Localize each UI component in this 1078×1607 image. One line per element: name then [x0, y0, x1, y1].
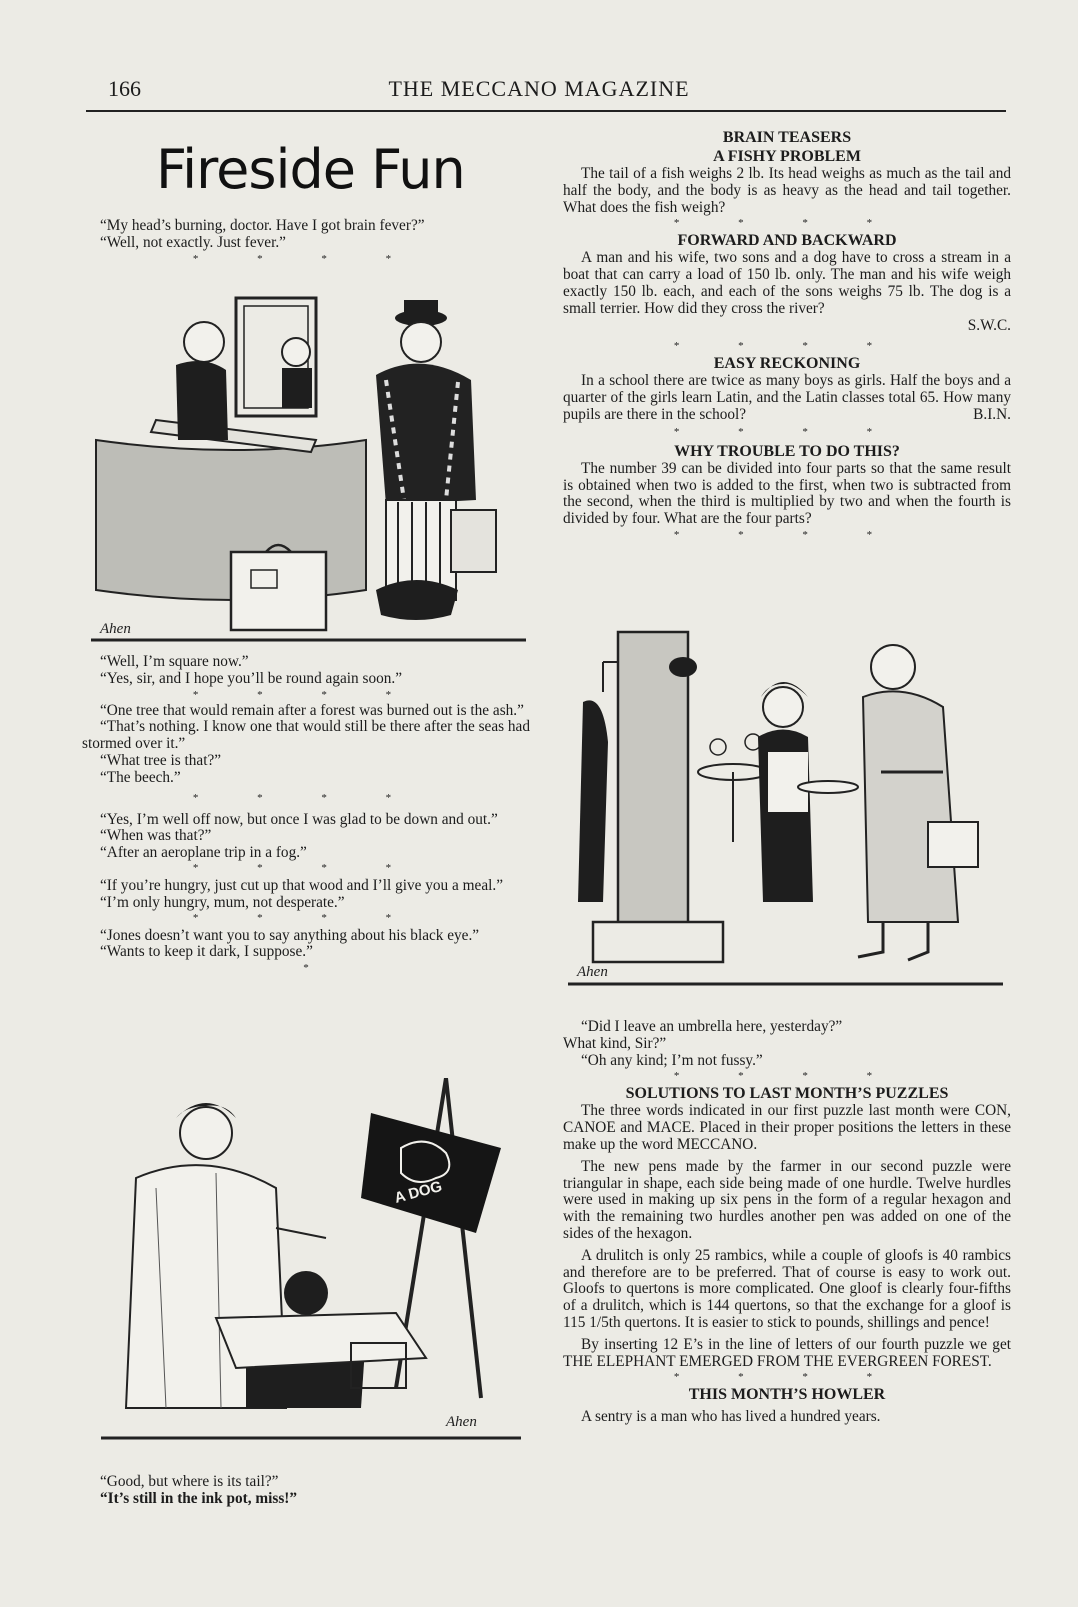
howler-heading: THIS MONTH’S HOWLER — [688, 1386, 886, 1404]
joke-line: “Wants to keep it dark, I suppose.” — [100, 943, 313, 961]
caption-line: “Yes, sir, and I hope you’ll be round again soon.” — [100, 669, 403, 687]
cartoon-hotel-desk — [86, 290, 530, 668]
puzzle-text: In a school there are twice as many boys as girls. Half the boys and a quarter of the girls learn Latin, and the Latin classes total 65. How many pupils are there in the school? — [563, 372, 1011, 423]
separator-stars: * * * * — [192, 861, 420, 874]
joke-line: “Jones doesn’t want you to say anything about his black eye.” — [100, 926, 480, 944]
section-heading: BRAIN TEASERS — [722, 129, 852, 146]
separator-stars: * * * * — [673, 425, 901, 438]
cartoon-signature: Ahen — [446, 1414, 477, 1430]
separator-stars: * * * * — [673, 1070, 901, 1083]
cartoon-cafe — [563, 622, 1011, 1012]
joke-line: “That’s nothing. I know one that would still be there after the seas had stormed over it.” — [82, 718, 530, 753]
puzzle-heading: FORWARD AND BACKWARD — [677, 232, 897, 250]
joke-brain-fever — [82, 218, 530, 267]
solution-text: The new pens made by the farmer in our second puzzle were triangular in shape, each side being made of one hurdle. Twelve hurdles were used in making up six pens in the form of a regular hexagon and with the remaining two hurdles another pen was added on one of the sides of the hexagon. — [563, 1157, 1011, 1242]
joke-line: “I’m only hungry, mum, not desperate.” — [100, 893, 345, 911]
separator-stars: * * * * — [673, 217, 901, 230]
cartoon-signature: Ahen — [577, 964, 608, 980]
cartoon-signature: Ahen — [100, 621, 131, 637]
joke-line: “The beech.” — [100, 768, 181, 786]
solution-text: A drulitch is only 25 rambics, while a couple of gloofs is 40 rambics and therefore are to be preferred. That of course is easy to work out. Gloofs to quertons is more complicated. One gloof is clearly four-fifths of a drulitch, which is 144 quertons, so that the exchange for a gloof is 115 1/5th quertons. It is easier to stick to pounds, shillings and pence! — [563, 1246, 1011, 1331]
joke-line: “My head’s burning, doctor. Have I got brain fever?” — [100, 217, 425, 234]
joke-line: “Well, not exactly. Just fever.” — [100, 233, 286, 251]
separator-stars: * * * * — [192, 688, 420, 701]
solution-text: By inserting 12 E’s in the line of letters of our fourth puzzle we get THE ELEPHANT EMERGED FROM THE EVERGREEN FOREST. — [563, 1335, 1011, 1370]
joke-line: “When was that?” — [100, 827, 212, 845]
page-number: 166 — [108, 76, 141, 101]
caption-line: “Well, I’m square now.” — [100, 653, 249, 670]
header-rule — [86, 110, 1006, 112]
left-jokes — [82, 654, 530, 976]
puzzle-text: The tail of a fish weighs 2 lb. Its head weighs as much as the tail and half the body, and the body is as heavy as the head and tail together. What does the fish weigh? — [563, 165, 1011, 216]
joke-line: “Yes, I’m well off now, but once I was glad to be down and out.” — [100, 810, 498, 828]
cartoon-schoolroom — [96, 1078, 526, 1468]
separator-stars: * * * * — [192, 911, 420, 924]
caption-line: What kind, Sir?” — [563, 1034, 667, 1052]
caption-easel — [82, 1474, 530, 1508]
puzzle-signature: S.W.C. — [967, 316, 1011, 334]
joke-line: “What tree is that?” — [100, 751, 222, 769]
joke-line: “One tree that would remain after a forest was burned out is the ash.” — [100, 701, 524, 719]
separator-stars: * * * * — [673, 1371, 901, 1384]
page-title: Fireside Fun — [156, 138, 465, 201]
joke-line: “If you’re hungry, just cut up that wood and I’ll give you a meal.” — [100, 876, 503, 894]
howler-text: A sentry is a man who has lived a hundred years. — [581, 1408, 881, 1426]
puzzle-signature: B.I.N. — [973, 405, 1011, 423]
separator-stars: * * * * — [673, 528, 901, 541]
puzzle-heading: WHY TROUBLE TO DO THIS? — [674, 442, 900, 460]
easel-text: A DOG — [392, 1177, 445, 1207]
brain-teasers — [563, 128, 1011, 543]
separator-stars: * * * * — [192, 791, 420, 804]
separator-stars: * * * * — [673, 340, 901, 353]
puzzle-text: The number 39 can be divided into four parts so that the same result is obtained when two is added to the first, when two is subtracted from the second, when the third is multiplied by two and when the fourth is divided by four. What are the four parts? — [563, 459, 1011, 528]
solutions-heading: SOLUTIONS TO LAST MONTH’S PUZZLES — [625, 1085, 949, 1103]
caption-line: “Good, but where is its tail?” — [100, 1473, 279, 1490]
magazine-title: THE MECCANO MAGAZINE — [388, 76, 690, 101]
separator-star: * — [303, 962, 309, 975]
joke-line: “After an aeroplane trip in a fog.” — [100, 844, 307, 862]
caption-line: “Did I leave an umbrella here, yesterday?” — [581, 1018, 843, 1035]
puzzle-text: A man and his wife, two sons and a dog have to cross a stream in a boat that can carry a load of 150 lb. only. The man and his wife weigh exactly 150 lb. each, and each of the sons weighs 75 lb. The dog is a small terrier. How did they cross the river? — [563, 249, 1011, 317]
solution-text: The three words indicated in our first puzzle last month were CON, CANOE and MACE. Placed in their proper positions the letters in these make up the word MECCANO. — [563, 1102, 1011, 1153]
right-lower — [563, 1019, 1011, 1426]
puzzle-heading: A FISHY PROBLEM — [713, 148, 861, 165]
caption-line: “Oh any kind; I’m not fussy.” — [581, 1051, 763, 1069]
puzzle-heading: EASY RECKONING — [713, 355, 861, 373]
separator-stars: * * * * — [192, 252, 420, 265]
caption-line: “It’s still in the ink pot, miss!” — [100, 1489, 298, 1507]
